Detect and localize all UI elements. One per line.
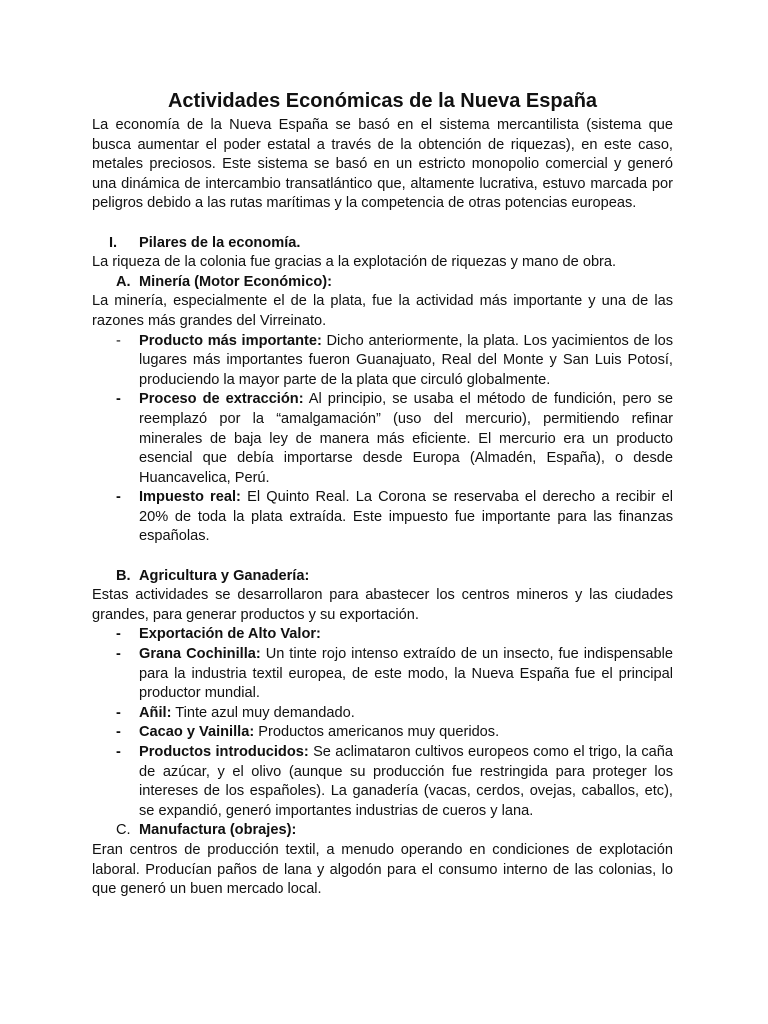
- list-item: [92, 704, 673, 724]
- list-item-text: Al principio, se usaba el método de fundición, pero se reemplazó por la “amalgamación” (uso del mercurio), permitiendo refinar minerales de baja ley de manera más eficiente. El mercurio era un producto esencial que debía importarse desde Europa (Almadén, España), o desde Huancavelica, Perú.: [139, 391, 673, 486]
- list-dash: -: [116, 646, 121, 663]
- list-dash: -: [116, 744, 121, 760]
- subsection-heading-agricultura: [92, 567, 673, 587]
- manufactura-paragraph: Eran centros de producción textil, a menudo operando en condiciones de explotación laboral. Producían paños de lana y algodón para el consumo interno de las colonias, lo que generó un buen mercado local.: [92, 841, 673, 898]
- subsection-letter: A.: [116, 273, 131, 290]
- list-dash: -: [116, 332, 121, 349]
- agricultura-paragraph: Estas actividades se desarrollaron para abastecer los centros mineros y las ciudades grandes, para generar productos y su exportación.: [92, 587, 673, 623]
- list-item: [92, 743, 673, 821]
- list-dash: -: [116, 391, 121, 408]
- subsection-letter: C.: [116, 822, 131, 839]
- list-item-label: Impuesto real:: [139, 489, 241, 506]
- document-page: [92, 88, 673, 900]
- list-item: [92, 625, 673, 645]
- list-item-label: Grana Cochinilla:: [139, 646, 261, 663]
- list-item-text: Un tinte rojo intenso extraído de un insecto, fue indispensable para la industria textil europea, de este modo, la Nueva España fue el principal productor mundial.: [139, 646, 673, 702]
- section-number: I.: [109, 234, 118, 251]
- list-dash: -: [116, 489, 121, 506]
- section-heading: [92, 234, 673, 254]
- spacer: [92, 547, 673, 567]
- mineria-paragraph: La minería, especialmente el de la plata, fue la actividad más importante y una de las razones más grandes del Virreinato.: [92, 293, 673, 329]
- list-item-label: Añil:: [139, 704, 172, 721]
- list-item: [92, 390, 673, 488]
- section-heading-text: Pilares de la economía.: [139, 234, 301, 251]
- subsection-heading-text: Agricultura y Ganadería:: [139, 567, 310, 584]
- list-item-label: Productos introducidos:: [139, 744, 309, 760]
- document-title: Actividades Económicas de la Nueva España: [167, 90, 598, 112]
- spacer: [92, 214, 673, 234]
- list-item: [92, 488, 673, 547]
- list-item: [92, 332, 673, 391]
- list-item-text: El Quinto Real. La Corona se reservaba el derecho a recibir el 20% de toda la plata extraída. Este impuesto fue importante para las finanzas españolas.: [139, 489, 673, 545]
- list-item-text: Se aclimataron cultivos europeos como el trigo, la caña de azúcar, y el olivo (aunque su producción fue restringida para proteger los intereses de los españoles). La ganadería (vacas, cerdos, ovejas, caballos, etc), se expandió, generó importantes industrias de cueros y lana.: [139, 744, 673, 819]
- agricultura-list: [92, 625, 673, 821]
- list-item: [92, 645, 673, 704]
- subsection-heading-text: Manufactura (obrajes):: [139, 822, 297, 839]
- section-paragraph: La riqueza de la colonia fue gracias a la explotación de riquezas y mano de obra.: [92, 254, 617, 271]
- subsection-letter: B.: [116, 567, 131, 584]
- list-item-label: Proceso de extracción:: [139, 391, 304, 408]
- subsection-heading-mineria: [92, 273, 673, 293]
- list-item-label: Cacao y Vainilla:: [139, 724, 255, 741]
- list-item-text: Productos americanos muy queridos.: [254, 724, 500, 741]
- list-item-label: Exportación de Alto Valor:: [139, 626, 321, 643]
- list-item-text: Dicho anteriormente, la plata. Los yacimientos de los lugares más importantes fueron Guanajuato, Real del Monte y San Luis Potosí, produciendo la mayor parte de la plata que circuló globalmente.: [139, 332, 673, 388]
- mineria-list: [92, 332, 673, 548]
- list-dash: -: [116, 626, 121, 643]
- list-item-label: Producto más importante:: [139, 332, 322, 349]
- intro-paragraph: La economía de la Nueva España se basó en el sistema mercantilista (sistema que busca aumentar el poder estatal a través de la obtención de riquezas), en este caso, metales preciosos. Este sistema se basó en un estricto monopolio comercial y generó una dinámica de intercambio transatlántico que, altamente lucrativa, estuvo marcada por peligros debido a las rutas marítimas y la competencia de otras potencias europeas.: [92, 117, 673, 212]
- subsection-heading-text: Minería (Motor Económico):: [139, 273, 332, 290]
- list-dash: -: [116, 704, 121, 721]
- list-dash: -: [116, 724, 121, 741]
- list-item: [92, 723, 673, 743]
- list-item-text: Tinte azul muy demandado.: [171, 704, 355, 721]
- subsection-heading-manufactura: [92, 821, 673, 841]
